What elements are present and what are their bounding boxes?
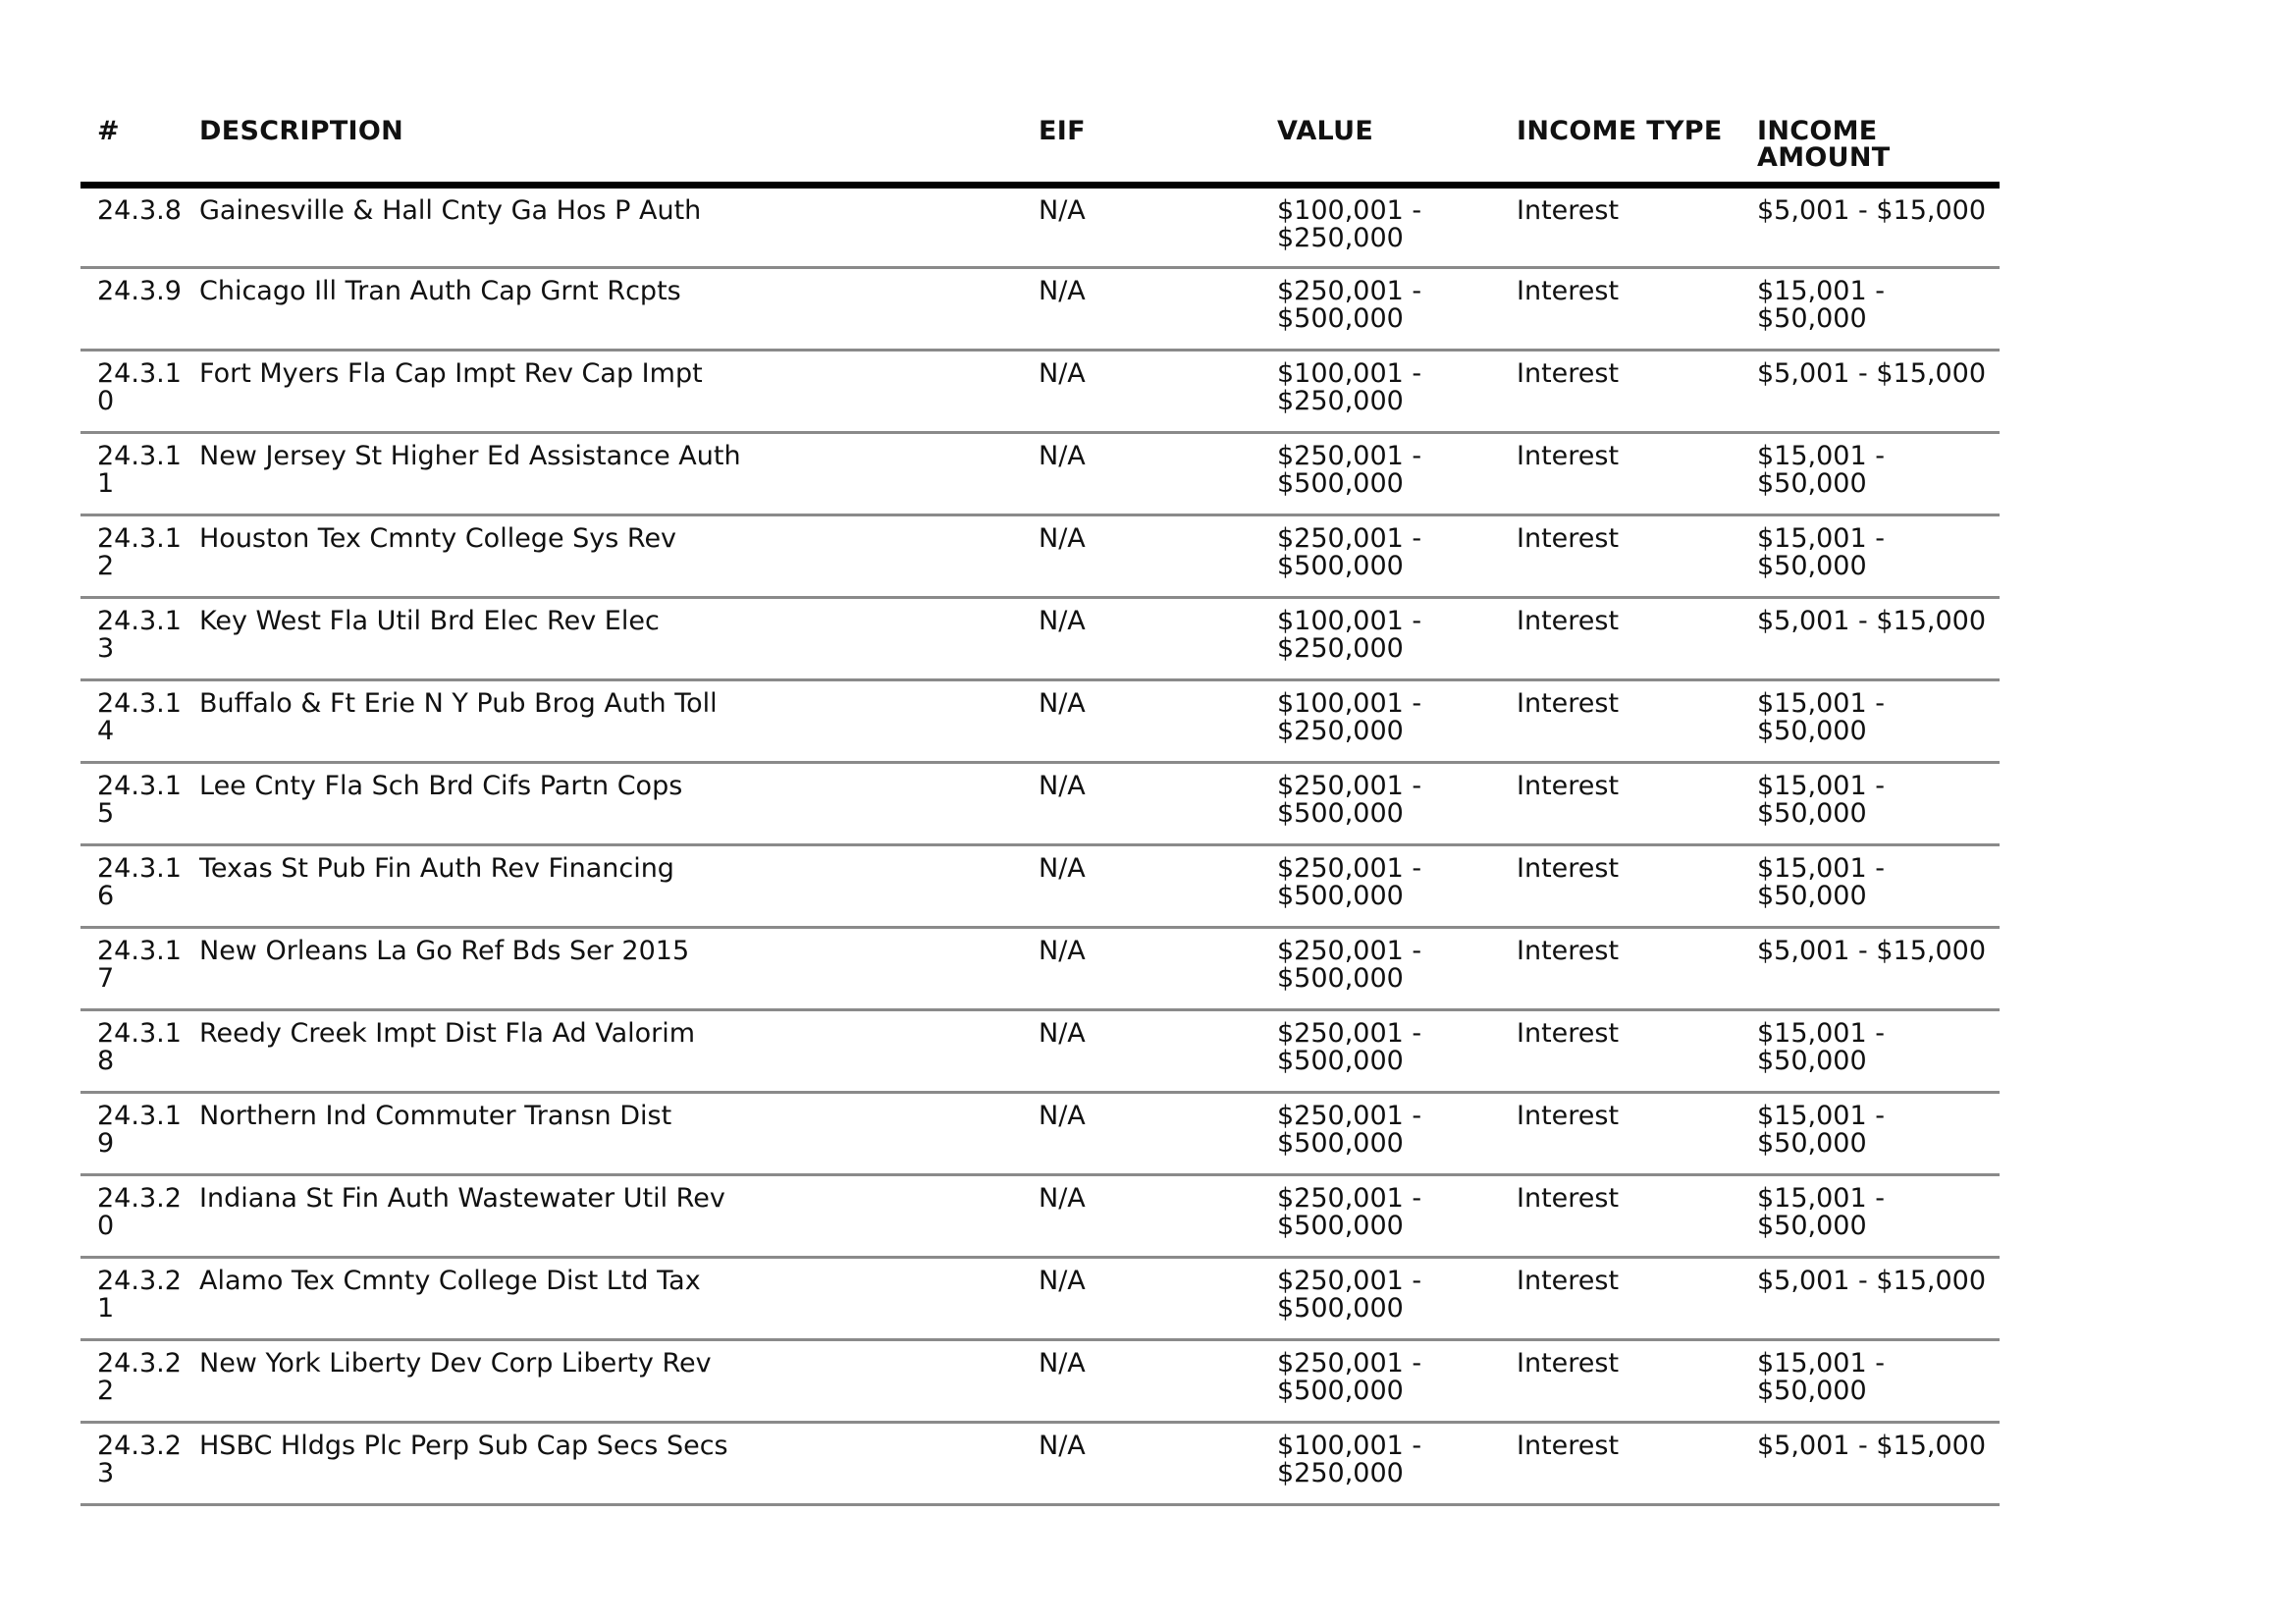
cell-eif: N/A <box>1022 1257 1260 1339</box>
cell-num: 24.3.14 <box>80 679 183 762</box>
cell-income-amount: $15,001 - $50,000 <box>1740 432 2000 514</box>
cell-num: 24.3.11 <box>80 432 183 514</box>
cell-value: $250,001 - $500,000 <box>1260 1092 1500 1174</box>
header-income-type: INCOME TYPE <box>1500 110 1740 185</box>
holdings-table <box>80 110 2000 1506</box>
cell-description: Northern Ind Commuter Transn Dist <box>183 1092 1022 1174</box>
cell-income-amount: $15,001 - $50,000 <box>1740 679 2000 762</box>
header-row <box>80 110 2000 185</box>
header-eif: EIF <box>1022 110 1260 185</box>
cell-value: $250,001 - $500,000 <box>1260 432 1500 514</box>
cell-description: New Orleans La Go Ref Bds Ser 2015 <box>183 927 1022 1009</box>
cell-eif: N/A <box>1022 185 1260 267</box>
cell-eif: N/A <box>1022 597 1260 679</box>
table-row <box>80 1092 2000 1174</box>
header-num: # <box>80 110 183 185</box>
table-header <box>80 110 2000 185</box>
cell-description: Key West Fla Util Brd Elec Rev Elec <box>183 597 1022 679</box>
cell-num: 24.3.15 <box>80 762 183 844</box>
cell-value: $250,001 - $500,000 <box>1260 1257 1500 1339</box>
cell-description: Indiana St Fin Auth Wastewater Util Rev <box>183 1174 1022 1257</box>
table-row <box>80 597 2000 679</box>
cell-num: 24.3.9 <box>80 267 183 350</box>
cell-income-type: Interest <box>1500 1339 1740 1422</box>
cell-num: 24.3.18 <box>80 1009 183 1092</box>
cell-value: $250,001 - $500,000 <box>1260 927 1500 1009</box>
cell-num: 24.3.20 <box>80 1174 183 1257</box>
cell-description: New Jersey St Higher Ed Assistance Auth <box>183 432 1022 514</box>
cell-value: $250,001 - $500,000 <box>1260 514 1500 597</box>
cell-income-type: Interest <box>1500 844 1740 927</box>
cell-description: Buffalo & Ft Erie N Y Pub Brog Auth Toll <box>183 679 1022 762</box>
cell-income-type: Interest <box>1500 679 1740 762</box>
cell-value: $250,001 - $500,000 <box>1260 844 1500 927</box>
cell-description: Texas St Pub Fin Auth Rev Financing <box>183 844 1022 927</box>
cell-value: $100,001 - $250,000 <box>1260 1422 1500 1504</box>
cell-num: 24.3.22 <box>80 1339 183 1422</box>
cell-income-amount: $15,001 - $50,000 <box>1740 1339 2000 1422</box>
cell-income-type: Interest <box>1500 762 1740 844</box>
cell-eif: N/A <box>1022 350 1260 432</box>
table-row <box>80 432 2000 514</box>
cell-income-amount: $5,001 - $15,000 <box>1740 927 2000 1009</box>
cell-description: Reedy Creek Impt Dist Fla Ad Valorim <box>183 1009 1022 1092</box>
header-income-amount: INCOME AMOUNT <box>1740 110 2000 185</box>
cell-description: Gainesville & Hall Cnty Ga Hos P Auth <box>183 185 1022 267</box>
cell-eif: N/A <box>1022 432 1260 514</box>
table-row <box>80 927 2000 1009</box>
cell-eif: N/A <box>1022 1339 1260 1422</box>
cell-description: Chicago Ill Tran Auth Cap Grnt Rcpts <box>183 267 1022 350</box>
cell-income-type: Interest <box>1500 350 1740 432</box>
cell-eif: N/A <box>1022 514 1260 597</box>
table-row <box>80 844 2000 927</box>
cell-num: 24.3.8 <box>80 185 183 267</box>
table-row <box>80 1422 2000 1504</box>
cell-income-amount: $15,001 - $50,000 <box>1740 1009 2000 1092</box>
table-row <box>80 350 2000 432</box>
cell-eif: N/A <box>1022 679 1260 762</box>
cell-income-amount: $15,001 - $50,000 <box>1740 514 2000 597</box>
table-row <box>80 1174 2000 1257</box>
cell-income-amount: $15,001 - $50,000 <box>1740 1092 2000 1174</box>
table-row <box>80 762 2000 844</box>
table-row <box>80 185 2000 267</box>
cell-num: 24.3.13 <box>80 597 183 679</box>
cell-income-type: Interest <box>1500 927 1740 1009</box>
header-value: VALUE <box>1260 110 1500 185</box>
cell-num: 24.3.19 <box>80 1092 183 1174</box>
cell-num: 24.3.17 <box>80 927 183 1009</box>
cell-value: $100,001 - $250,000 <box>1260 597 1500 679</box>
cell-value: $250,001 - $500,000 <box>1260 267 1500 350</box>
table-body <box>80 185 2000 1504</box>
cell-income-type: Interest <box>1500 1257 1740 1339</box>
cell-description: Alamo Tex Cmnty College Dist Ltd Tax <box>183 1257 1022 1339</box>
cell-value: $250,001 - $500,000 <box>1260 1339 1500 1422</box>
table-row <box>80 514 2000 597</box>
cell-num: 24.3.23 <box>80 1422 183 1504</box>
cell-income-amount: $15,001 - $50,000 <box>1740 844 2000 927</box>
cell-num: 24.3.16 <box>80 844 183 927</box>
table-row <box>80 1339 2000 1422</box>
cell-eif: N/A <box>1022 1009 1260 1092</box>
cell-income-type: Interest <box>1500 597 1740 679</box>
cell-value: $100,001 - $250,000 <box>1260 350 1500 432</box>
header-description: DESCRIPTION <box>183 110 1022 185</box>
cell-value: $100,001 - $250,000 <box>1260 185 1500 267</box>
cell-eif: N/A <box>1022 267 1260 350</box>
cell-income-type: Interest <box>1500 514 1740 597</box>
cell-description: Lee Cnty Fla Sch Brd Cifs Partn Cops <box>183 762 1022 844</box>
cell-eif: N/A <box>1022 1174 1260 1257</box>
cell-description: Houston Tex Cmnty College Sys Rev <box>183 514 1022 597</box>
cell-description: Fort Myers Fla Cap Impt Rev Cap Impt <box>183 350 1022 432</box>
cell-eif: N/A <box>1022 927 1260 1009</box>
cell-eif: N/A <box>1022 762 1260 844</box>
table-row <box>80 1009 2000 1092</box>
cell-value: $250,001 - $500,000 <box>1260 762 1500 844</box>
cell-income-type: Interest <box>1500 185 1740 267</box>
cell-income-type: Interest <box>1500 1092 1740 1174</box>
cell-income-type: Interest <box>1500 1422 1740 1504</box>
cell-income-amount: $5,001 - $15,000 <box>1740 1257 2000 1339</box>
cell-income-amount: $15,001 - $50,000 <box>1740 267 2000 350</box>
cell-eif: N/A <box>1022 844 1260 927</box>
cell-income-amount: $5,001 - $15,000 <box>1740 350 2000 432</box>
cell-value: $100,001 - $250,000 <box>1260 679 1500 762</box>
cell-value: $250,001 - $500,000 <box>1260 1174 1500 1257</box>
cell-eif: N/A <box>1022 1092 1260 1174</box>
cell-num: 24.3.10 <box>80 350 183 432</box>
cell-income-amount: $5,001 - $15,000 <box>1740 185 2000 267</box>
cell-num: 24.3.21 <box>80 1257 183 1339</box>
cell-income-type: Interest <box>1500 267 1740 350</box>
cell-income-type: Interest <box>1500 1174 1740 1257</box>
cell-income-type: Interest <box>1500 1009 1740 1092</box>
cell-description: HSBC Hldgs Plc Perp Sub Cap Secs Secs <box>183 1422 1022 1504</box>
cell-income-amount: $5,001 - $15,000 <box>1740 1422 2000 1504</box>
cell-eif: N/A <box>1022 1422 1260 1504</box>
table-row <box>80 1257 2000 1339</box>
cell-income-amount: $15,001 - $50,000 <box>1740 1174 2000 1257</box>
cell-value: $250,001 - $500,000 <box>1260 1009 1500 1092</box>
table-row <box>80 267 2000 350</box>
cell-income-amount: $15,001 - $50,000 <box>1740 762 2000 844</box>
table-row <box>80 679 2000 762</box>
cell-num: 24.3.12 <box>80 514 183 597</box>
cell-income-type: Interest <box>1500 432 1740 514</box>
cell-description: New York Liberty Dev Corp Liberty Rev <box>183 1339 1022 1422</box>
cell-income-amount: $5,001 - $15,000 <box>1740 597 2000 679</box>
